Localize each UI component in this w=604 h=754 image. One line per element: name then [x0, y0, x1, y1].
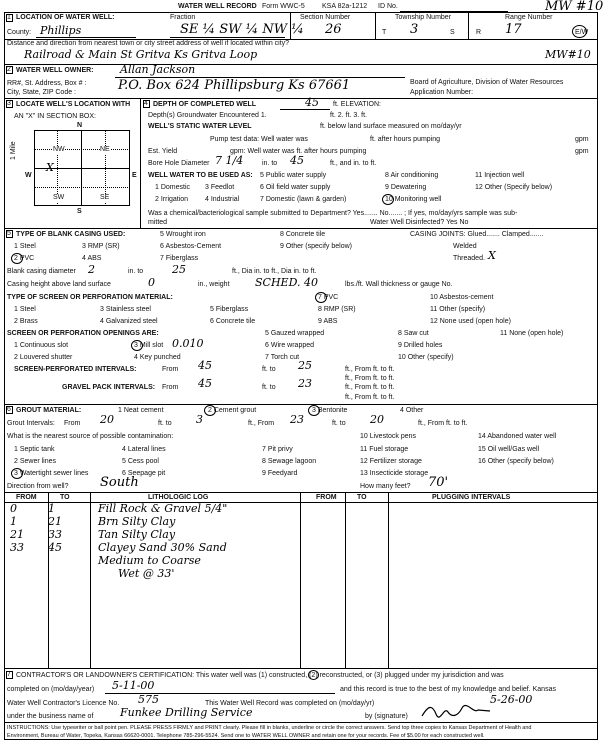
form-title: WATER WELL RECORD	[178, 3, 257, 10]
range-number-label: Range Number	[505, 14, 553, 21]
east-west-selector[interactable]: E/W	[575, 29, 589, 36]
business-name[interactable]: Funkee Drilling Service	[120, 706, 253, 719]
screen-to[interactable]: 25	[298, 359, 312, 372]
township-value[interactable]: 3	[410, 22, 419, 37]
fraction-label: Fraction	[170, 14, 196, 21]
casing-diameter-to[interactable]: 25	[172, 263, 186, 276]
grout-to-2[interactable]: 20	[370, 413, 384, 426]
mill-slot-size[interactable]: 0.010	[172, 337, 204, 350]
address-value[interactable]: P.O. Box 624 Phillipsburg Ks 67661	[118, 78, 351, 93]
form-number: Form WWC-5	[262, 3, 305, 10]
county-label: County:	[7, 29, 32, 36]
section-value[interactable]: 26	[325, 22, 342, 37]
county-value[interactable]: Phillips	[40, 24, 82, 37]
use-monitoring-well[interactable]: 10 Monitoring well	[385, 196, 442, 203]
contam-distance[interactable]: 70'	[428, 475, 449, 490]
form-frame	[4, 12, 598, 740]
direction-value[interactable]: Railroad & Main St Gritva Ks Gritva Loop	[24, 48, 258, 61]
record-date[interactable]: 5-26-00	[490, 693, 533, 706]
log-row: 33 45 Clayey Sand 30% Sand	[10, 541, 227, 554]
gravel-to[interactable]: 23	[298, 377, 312, 390]
screen-pvc[interactable]: 7 PVC	[318, 294, 339, 301]
bore-diameter-value[interactable]: 7 1/4	[215, 154, 244, 167]
township-number-label: Township Number	[395, 14, 452, 21]
casing-diameter[interactable]: 2	[88, 263, 95, 276]
log-row: Wet @ 33'	[118, 567, 175, 580]
instructions: INSTRUCTIONS: Use typewriter or ball point pen. PLEASE PRESS FIRMLY and PRINT clearly. Please fill in blanks, underline or circle the correct answers. Send top three copies to Kansas Department of Health and	[7, 725, 532, 731]
completed-date[interactable]: 5-11-00	[112, 679, 155, 692]
grout-from[interactable]: 20	[100, 413, 114, 426]
fraction-value[interactable]: SE ¼ SW ¼ NW ¼	[180, 22, 304, 37]
opening-mill-slot[interactable]: 3 Mill slot	[134, 342, 164, 349]
well-id-handwritten: MW #10	[545, 0, 604, 14]
screen-from[interactable]: 45	[198, 359, 212, 372]
certification-text: CONTRACTOR'S OR LANDOWNER'S CERTIFICATION: This water well was (1) constructed, (2) reconstructed, or (3) plugged under my jurisdiction and was	[16, 672, 504, 679]
casing-height[interactable]: 0	[148, 276, 155, 289]
gravel-from[interactable]: 45	[198, 377, 212, 390]
direction-label: Distance and direction from nearest town or city street address of well if located within city?	[7, 40, 290, 47]
license-number[interactable]: 575	[138, 693, 159, 706]
log-row: 0 1 Fill Rock & Gravel 5/4"	[10, 502, 228, 515]
grout-cement[interactable]: 2 Cement grout	[208, 407, 257, 414]
log-row: Medium to Coarse	[98, 554, 201, 567]
contam-watertight-sewer[interactable]: 3 Watertight sewer lines	[14, 470, 89, 477]
bore-to-value[interactable]: 45	[290, 154, 304, 167]
grout-from-2[interactable]: 23	[290, 413, 304, 426]
id-label: ID No.	[378, 3, 398, 10]
water-well-record-form: WATER WELL RECORD Form WWC-5 KSA 82a-1212 ID No. MW #10 1 LOCATION OF WATER WELL: Fraction Section Number Township Number Range Number County: Phillips SE ¼ SW ¼ NW ¼ 26 T 3 S R 17 E/W Distance and direction from nearest town or city street address of well if located within city? Railroad & Main St Gritva Ks Gritva Loop MW#10 2 WATER WELL OWNER: Allan Jackson RR#, St. Address, Box # : City, State, ZIP Code : P.O. Box 624 Phillipsburg Ks 67661 Board of Agriculture, Division of Water Resources Application Number: 3 LOCATE WELL'S LOCATION WITH AN "X" IN SECTION BOX: N S W E 1 Mile NW NE SW SE X 4 DEPTH OF COMPLETED WELL 45 ft. ELEVATION: Depth(s) Groundwater Encountered 1. ft. 2. ft. 3. ft. WELL'S STATIC WATER LEVEL ft. below land surface measured on mo/day/yr Pump test data: Well water was ft. after hours pumping gpm Est. Yield gpm: Well water was ft. after hours pumping gpm Bore Hole Diameter 7 1/4 in. to 45 ft., and in. to ft. WELL WATER TO BE USED AS: 5 Public water supply 8 Air conditioning 11 Injection well 1 Domestic 3 Feedlot 6 Oil field water supply 9 Dewatering 12 Other (Specify below) 2 Irrigation 4 Industrial 7 Domestic (lawn & garden) 10 Monitoring well Was a chemical/bacteriological sample submitted to Department? Yes....... No....... ; If yes, mo/day/yrs sample was sub- mitted Water Well Disinfected? Yes No 5 TYPE OF BLANK CASING USED: 1 Steel 2 PVC 3 RMP (SR) 4 ABS 5 Wrought iron 6 Asbestos-Cement 7 Fiberglass 8 Concrete tile 9 Other (specify below) CASING JOINTS: Glued....... Clamped....... Welded Threaded. X Blank casing diameter 2 in. to 25 ft., Dia in. to ft., Dia in. to ft. Casing height above land surface 0 in., weight SCHED. 40 lbs./ft. Wall thickness or gauge No. TYPE OF SCREEN OR PERFORATION MATERIAL: 1 Steel 2 Brass 3 Stainless steel 4 Galvanized steel 5 Fiberglass 6 Concrete tile 7 PVC 8 RMP (SR) 9 ABS 10 Asbestos-cement 11 Other (specify) 12 None used (open hole) SCREEN OR PERFORATION OPENINGS ARE: 1 Continuous slot 2 Louvered shutter 3 Mill slot 0.010 4 Key punched 5 Gauzed wrapped 6 Wire wrapped 7 Torch cut 8 Saw cut 9 Drilled holes 10 Other (specify) 11 None (open hole) SCREEN-PERFORATED INTERVALS: From 45 ft. to 25 ft., From ft. to ft. ft., From ft. to ft. GRAVEL PACK INTERVALS: From 45 ft. to 23 ft., From ft. to ft. ft., From ft. to ft. 6 GROUT MATERIAL: 1 Neat cement 2 Cement grout 3 Bentonite 4 Other Grout Intervals: From 20 ft. to 3 ft., From 23 ft. to 20 ft., From ft. to ft. What is the nearest source of possible contamination: 1 Septic tank 2 Sewer lines 3 Watertight sewer lines 4 Lateral lines 5 Cess pool 6 Seepage pit 7 Pit privy 8 Sewage lagoon 9 Feedyard 10 Livestock pens 11 Fuel storage 12 Fertilizer storage 13 Insecticide storage 14 Abandoned water well 15 Oil well/Gas well 16 Other (specify below) Direction from well? South How many feet? 70' FROM TO LITHOLOGIC LOG FROM TO PLUGGING INTERVALS 0 1 Fill Rock & Gravel 5/4" 1 21 Brn Silty Clay 21 33 Tan Silty Clay 33 45 Clayey Sand 30% Sand Medium to Coarse Wet @ 33' 7 CONTRACTOR'S OR LANDOWNER'S CERTIFICATION: This water well was (1) constructed, (2) reconstructed, or (3) plugged under my jurisdiction and was completed on (mo/day/year) 5-11-00 and this record is true to the best of my knowledge and belief. Kansas Water Well Contractor's Licence No. 575 This Water Well Record was completed on (mo/day/yr) 5-26-00 under the business name of Funkee Drilling Service by (signature) INSTRUCTIONS: Use typewriter or ball point pen. PLEASE PRESS FIRMLY and PRINT clearly. Please fill in blanks, underline or circle the correct answers. Send top three copies to Kansas Department of Health and Environment, Bureau of Water, Topeka, Kansas 66620-0001. Telephone 785-296-5524. Send one to WATER WELL OWNER and retain one for your records. Fee of $5.00 for each constructed well.	[0, 0, 604, 754]
signature	[418, 702, 498, 720]
casing-weight[interactable]: SCHED. 40	[255, 276, 318, 289]
location-mark: X	[46, 161, 54, 174]
location-label: LOCATION OF WATER WELL:	[16, 14, 115, 21]
ksa-reference: KSA 82a-1212	[322, 3, 368, 10]
owner-label: WATER WELL OWNER:	[16, 67, 94, 74]
contam-direction[interactable]: South	[100, 475, 139, 490]
grout-to[interactable]: 3	[196, 413, 203, 426]
depth-value[interactable]: 45	[305, 96, 319, 109]
section-number-label: Section Number	[300, 14, 351, 21]
log-row: 1 21 Brn Silty Clay	[10, 515, 176, 528]
log-row: 21 33 Tan Silty Clay	[10, 528, 176, 541]
grout-bentonite[interactable]: 3 Bentonite	[312, 407, 348, 414]
threaded-mark: X	[488, 249, 496, 262]
owner-value[interactable]: Allan Jackson	[120, 63, 196, 76]
range-value[interactable]: 17	[505, 22, 522, 37]
casing-pvc[interactable]: 2 PVC	[14, 255, 35, 262]
